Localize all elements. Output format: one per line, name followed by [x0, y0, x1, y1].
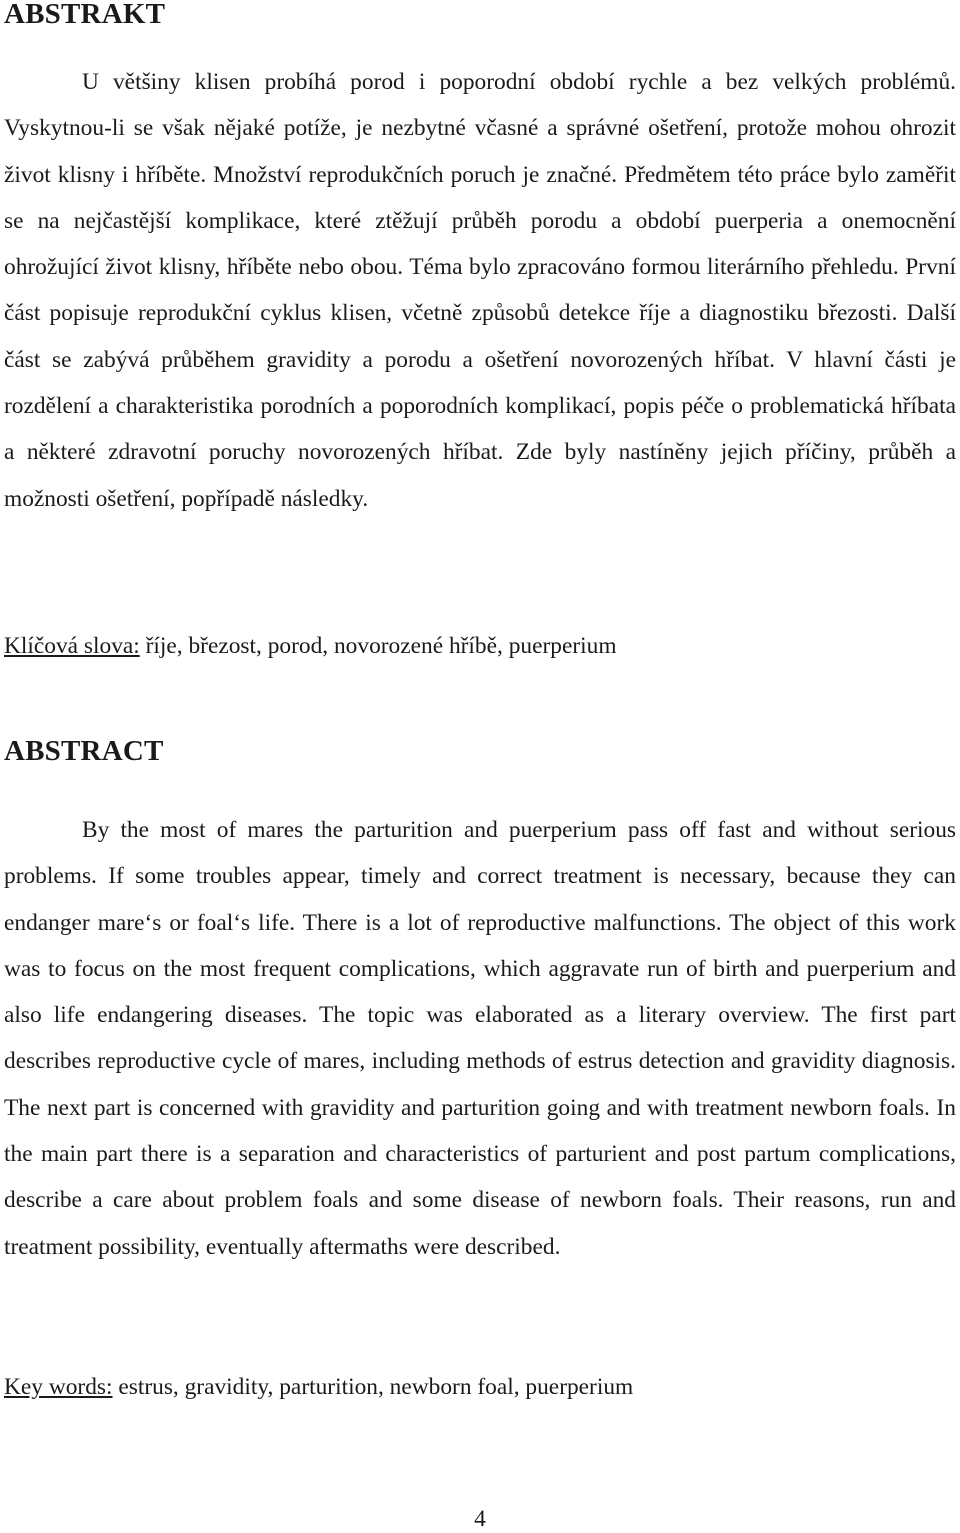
keywords-list-english: estrus, gravidity, parturition, newborn foal, puerperium: [112, 1374, 634, 1400]
keywords-list-czech: říje, březost, porod, novorozené hříbě, puerperium: [139, 633, 617, 659]
keywords-czech: [4, 631, 617, 661]
keywords-english: [4, 1372, 633, 1402]
page-number: 4: [474, 1506, 486, 1532]
keywords-label-english: Key words:: [4, 1374, 113, 1400]
keywords-label-czech: Klíčová slova:: [4, 633, 140, 659]
abstract-heading-czech: ABSTRAKT: [4, 0, 166, 30]
abstract-paragraph-english: By the most of mares the parturition and puerperium pass off fast and without serious problems. If some troubles appear, timely and correct treatment is necessary, because they can endanger mare‘s or foal‘s life. There is a lot of reproductive malfunctions. The object of this work was to focus on the most frequent complications, which aggravate run of birth and puerperium and also life endangering diseases. The topic was elaborated as a literary overview. The first part describes reproductive cycle of mares, including methods of estrus detection and gravidity diagnosis. The next part is concerned with gravidity and parturition going and with treatment newborn foals. In the main part there is a separation and characteristics of parturient and post partum complications, describe a care about problem foals and some disease of newborn foals. Their reasons, run and treatment possibility, eventually aftermaths were described.: [4, 817, 956, 1260]
abstract-paragraph-czech: U většiny klisen probíhá porod i poporodní období rychle a bez velkých problémů. Vyskytnou-li se však nějaké potíže, je nezbytné včasné a správné ošetření, protože mohou ohrozit život klisny i hříběte. Množství reprodukčních poruch je značné. Předmětem této práce bylo zaměřit se na nejčastější komplikace, které ztěžují průběh porodu a období puerperia a onemocnění ohrožující život klisny, hříběte nebo obou. Téma bylo zpracováno formou literárního přehledu. První část popisuje reprodukční cyklus klisen, včetně způsobů detekce říje a diagnostiku březosti. Další část se zabývá průběhem gravidity a porodu a ošetření novorozených hříbat. V hlavní části je rozdělení a charakteristika porodních a poporodních komplikací, popis péče o problematická hříbata a některé zdravotní poruchy novorozených hříbat. Zde byly nastíněny jejich příčiny, průběh a možnosti ošetření, popřípadě následky.: [4, 69, 956, 512]
abstract-heading-english: ABSTRACT: [4, 735, 164, 767]
